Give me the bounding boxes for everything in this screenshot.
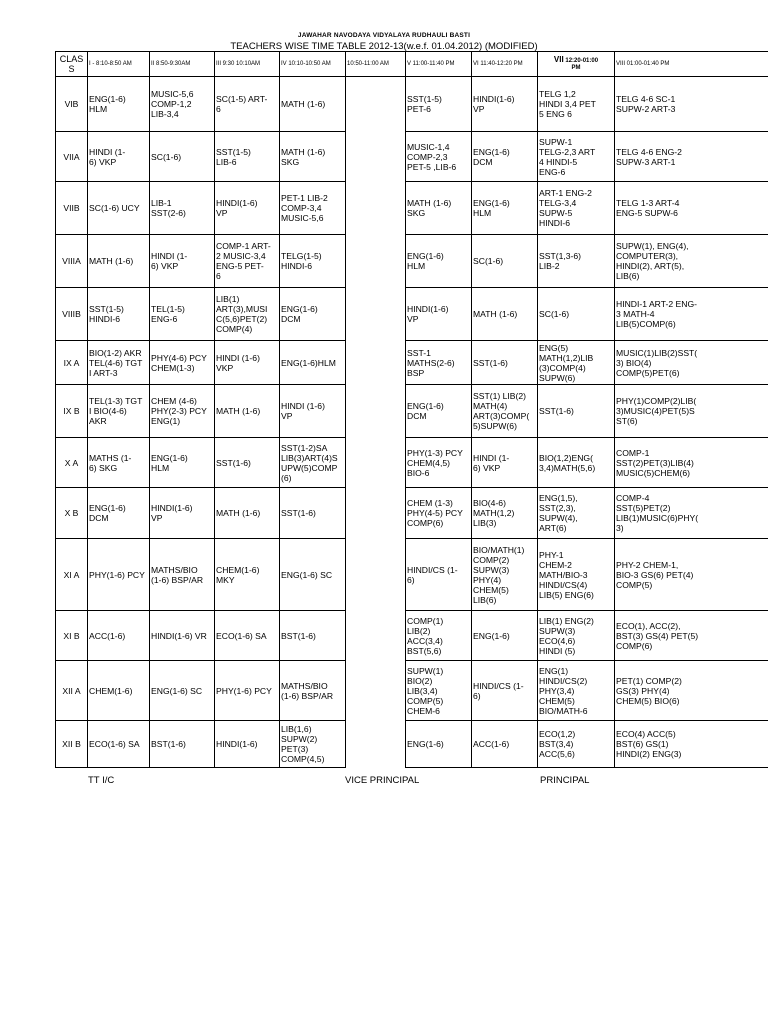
period-cell-p7: ENG(1,5), SST(2,3), SUPW(4), ART(6)	[538, 488, 615, 539]
period-cell-p4: SST(1-6)	[280, 488, 346, 539]
class-cell: XI A	[56, 539, 88, 611]
class-cell: VIB	[56, 77, 88, 132]
table-row	[56, 288, 768, 341]
table-row	[56, 182, 768, 235]
table-row	[56, 488, 768, 539]
period-cell-p3: ECO(1-6) SA	[215, 611, 280, 661]
principal-label: PRINCIPAL	[540, 775, 590, 786]
period-cell-p8: HINDI-1 ART-2 ENG- 3 MATH-4 LIB(5)COMP(6)	[615, 288, 768, 341]
period-cell-p3: PHY(1-6) PCY	[215, 661, 280, 721]
period-cell-p7: SC(1-6)	[538, 288, 615, 341]
period-cell-p2: HINDI (1- 6) VKP	[150, 235, 215, 288]
period-cell-p8: TELG 4-6 ENG-2 SUPW-3 ART-1	[615, 132, 768, 182]
period-cell-p8: ECO(1), ACC(2), BST(3) GS(4) PET(5) COMP(6)	[615, 611, 768, 661]
table-row	[56, 77, 768, 132]
break-cell	[346, 235, 406, 288]
break-cell	[346, 182, 406, 235]
period-cell-p2: ENG(1-6) SC	[150, 661, 215, 721]
period-cell-p7: PHY-1 CHEM-2 MATH/BIO-3 HINDI/CS(4) LIB(5) ENG(6)	[538, 539, 615, 611]
break-cell	[346, 288, 406, 341]
break-cell	[346, 438, 406, 488]
period-cell-p6: SST(1-6)	[472, 341, 538, 385]
header-period-7-num: VII	[553, 55, 564, 64]
tt-incharge-label: TT I/C	[88, 775, 115, 786]
break-cell	[346, 341, 406, 385]
period-cell-p1: ENG(1-6) DCM	[88, 488, 150, 539]
period-cell-p6: SST(1) LIB(2) MATH(4) ART(3)COMP( 5)SUPW(6)	[472, 385, 538, 438]
period-cell-p7: SUPW-1 TELG-2,3 ART 4 HINDI-5 ENG-6	[538, 132, 615, 182]
break-cell	[346, 132, 406, 182]
class-cell: XI B	[56, 611, 88, 661]
period-cell-p6: HINDI(1-6) VP	[472, 77, 538, 132]
period-cell-p6: SC(1-6)	[472, 235, 538, 288]
break-cell	[346, 488, 406, 539]
period-cell-p6: HINDI/CS (1- 6)	[472, 661, 538, 721]
period-cell-p4: TELG(1-5) HINDI-6	[280, 235, 346, 288]
period-cell-p6: ENG(1-6) DCM	[472, 132, 538, 182]
period-cell-p2: TEL(1-5) ENG-6	[150, 288, 215, 341]
break-cell	[346, 539, 406, 611]
break-cell	[346, 661, 406, 721]
period-cell-p8: TELG 4-6 SC-1 SUPW-2 ART-3	[615, 77, 768, 132]
header-period-8: VIII 01:00-01:40 PM	[615, 52, 768, 77]
period-cell-p3: SC(1-5) ART- 6	[215, 77, 280, 132]
header-period-6: VI 11:40-12:20 PM	[472, 52, 538, 77]
period-cell-p1: MATH (1-6)	[88, 235, 150, 288]
period-cell-p1: HINDI (1- 6) VKP	[88, 132, 150, 182]
period-cell-p1: TEL(1-3) TGT I BIO(4-6) AKR	[88, 385, 150, 438]
period-cell-p5: MATH (1-6) SKG	[406, 182, 472, 235]
period-cell-p7: SST(1-6)	[538, 385, 615, 438]
table-row	[56, 385, 768, 438]
break-cell	[346, 611, 406, 661]
period-cell-p4: ENG(1-6) DCM	[280, 288, 346, 341]
period-cell-p3: HINDI (1-6) VKP	[215, 341, 280, 385]
period-cell-p1: PHY(1-6) PCY	[88, 539, 150, 611]
period-cell-p2: CHEM (4-6) PHY(2-3) PCY ENG(1)	[150, 385, 215, 438]
table-row	[56, 539, 768, 611]
header-period-4: IV 10:10-10:50 AM	[280, 52, 346, 77]
period-cell-p5: COMP(1) LIB(2) ACC(3,4) BST(5,6)	[406, 611, 472, 661]
period-cell-p2: PHY(4-6) PCY CHEM(1-3)	[150, 341, 215, 385]
period-cell-p7: SST(1,3-6) LIB-2	[538, 235, 615, 288]
period-cell-p8: COMP-4 SST(5)PET(2) LIB(1)MUSIC(6)PHY( 3)	[615, 488, 768, 539]
break-cell	[346, 385, 406, 438]
period-cell-p8: MUSIC(1)LIB(2)SST( 3) BIO(4) COMP(5)PET(6)	[615, 341, 768, 385]
period-cell-p5: ENG(1-6) HLM	[406, 235, 472, 288]
period-cell-p2: SC(1-6)	[150, 132, 215, 182]
period-cell-p5: SUPW(1) BIO(2) LIB(3,4) COMP(5) CHEM-6	[406, 661, 472, 721]
vice-principal-label: VICE PRINCIPAL	[345, 775, 420, 786]
table-row	[56, 438, 768, 488]
period-cell-p6: MATH (1-6)	[472, 288, 538, 341]
class-cell: VIIA	[56, 132, 88, 182]
period-cell-p5: HINDI/CS (1- 6)	[406, 539, 472, 611]
period-cell-p3: HINDI(1-6) VP	[215, 182, 280, 235]
period-cell-p8: ECO(4) ACC(5) BST(6) GS(1) HINDI(2) ENG(3)	[615, 721, 768, 768]
period-cell-p3: MATH (1-6)	[215, 385, 280, 438]
class-cell: X B	[56, 488, 88, 539]
period-cell-p3: SST(1-6)	[215, 438, 280, 488]
period-cell-p5: SST-1 MATHS(2-6) BSP	[406, 341, 472, 385]
table-row	[56, 132, 768, 182]
period-cell-p4: MATHS/BIO (1-6) BSP/AR	[280, 661, 346, 721]
period-cell-p4: SST(1-2)SA LIB(3)ART(4)S UPW(5)COMP (6)	[280, 438, 346, 488]
period-cell-p6: BIO(4-6) MATH(1,2) LIB(3)	[472, 488, 538, 539]
period-cell-p3: HINDI(1-6)	[215, 721, 280, 768]
class-cell: VIIIB	[56, 288, 88, 341]
page-title: TEACHERS WISE TIME TABLE 2012-13(w.e.f. 01.04.2012) (MODIFIED)	[230, 41, 538, 52]
period-cell-p3: LIB(1) ART(3),MUSI C(5,6)PET(2) COMP(4)	[215, 288, 280, 341]
header-period-7	[538, 52, 615, 77]
header-break: 10:50-11:00 AM	[346, 52, 406, 77]
period-cell-p5: MUSIC-1,4 COMP-2,3 PET-5 ,LIB-6	[406, 132, 472, 182]
class-cell: X A	[56, 438, 88, 488]
period-cell-p2: BST(1-6)	[150, 721, 215, 768]
table-row	[56, 611, 768, 661]
period-cell-p6: BIO/MATH(1) COMP(2) SUPW(3) PHY(4) CHEM(5) LIB(6)	[472, 539, 538, 611]
class-cell: XII B	[56, 721, 88, 768]
period-cell-p1: ECO(1-6) SA	[88, 721, 150, 768]
period-cell-p8: PET(1) COMP(2) GS(3) PHY(4) CHEM(5) BIO(6)	[615, 661, 768, 721]
timetable-body	[56, 77, 768, 768]
period-cell-p8: COMP-1 SST(2)PET(3)LIB(4) MUSIC(5)CHEM(6)	[615, 438, 768, 488]
period-cell-p3: SST(1-5) LIB-6	[215, 132, 280, 182]
period-cell-p4: PET-1 LIB-2 COMP-3,4 MUSIC-5,6	[280, 182, 346, 235]
period-cell-p7: ENG(1) HINDI/CS(2) PHY(3,4) CHEM(5) BIO/MATH-6	[538, 661, 615, 721]
period-cell-p8: TELG 1-3 ART-4 ENG-5 SUPW-6	[615, 182, 768, 235]
period-cell-p4: ENG(1-6)HLM	[280, 341, 346, 385]
period-cell-p1: ACC(1-6)	[88, 611, 150, 661]
header-period-1: I - 8:10-8:50 AM	[88, 52, 150, 77]
period-cell-p1: SC(1-6) UCY	[88, 182, 150, 235]
break-cell	[346, 77, 406, 132]
period-cell-p6: ACC(1-6)	[472, 721, 538, 768]
school-name: JAWAHAR NAVODAYA VIDYALAYA RUDHAULI BASTI	[297, 32, 471, 39]
period-cell-p7: BIO(1,2)ENG( 3,4)MATH(5,6)	[538, 438, 615, 488]
period-cell-p5: HINDI(1-6) VP	[406, 288, 472, 341]
period-cell-p5: ENG(1-6)	[406, 721, 472, 768]
header-row	[56, 52, 768, 77]
period-cell-p7: TELG 1,2 HINDI 3,4 PET 5 ENG 6	[538, 77, 615, 132]
class-cell: IX A	[56, 341, 88, 385]
period-cell-p3: MATH (1-6)	[215, 488, 280, 539]
period-cell-p7: LIB(1) ENG(2) SUPW(3) ECO(4,6) HINDI (5)	[538, 611, 615, 661]
period-cell-p1: SST(1-5) HINDI-6	[88, 288, 150, 341]
table-row	[56, 661, 768, 721]
period-cell-p8: PHY-2 CHEM-1, BIO-3 GS(6) PET(4) COMP(5)	[615, 539, 768, 611]
period-cell-p1: MATHS (1- 6) SKG	[88, 438, 150, 488]
header-period-7-time: 12:20-01:00 PM	[565, 58, 599, 71]
header-period-5: V 11:00-11:40 PM	[406, 52, 472, 77]
period-cell-p4: MATH (1-6)	[280, 77, 346, 132]
period-cell-p3: COMP-1 ART- 2 MUSIC-3,4 ENG-5 PET- 6	[215, 235, 280, 288]
period-cell-p4: HINDI (1-6) VP	[280, 385, 346, 438]
class-cell: IX B	[56, 385, 88, 438]
period-cell-p6: ENG(1-6)	[472, 611, 538, 661]
period-cell-p2: MUSIC-5,6 COMP-1,2 LIB-3,4	[150, 77, 215, 132]
period-cell-p5: PHY(1-3) PCY CHEM(4,5) BIO-6	[406, 438, 472, 488]
period-cell-p4: LIB(1,6) SUPW(2) PET(3) COMP(4,5)	[280, 721, 346, 768]
period-cell-p2: LIB-1 SST(2-6)	[150, 182, 215, 235]
table-row	[56, 341, 768, 385]
class-cell: VIIB	[56, 182, 88, 235]
break-cell	[346, 721, 406, 768]
period-cell-p4: MATH (1-6) SKG	[280, 132, 346, 182]
period-cell-p8: PHY(1)COMP(2)LIB( 3)MUSIC(4)PET(5)S ST(6)	[615, 385, 768, 438]
table-row	[56, 721, 768, 768]
period-cell-p1: BIO(1-2) AKR TEL(4-6) TGT I ART-3	[88, 341, 150, 385]
period-cell-p4: BST(1-6)	[280, 611, 346, 661]
timetable	[55, 51, 768, 768]
period-cell-p2: ENG(1-6) HLM	[150, 438, 215, 488]
period-cell-p1: ENG(1-6) HLM	[88, 77, 150, 132]
period-cell-p7: ART-1 ENG-2 TELG-3,4 SUPW-5 HINDI-6	[538, 182, 615, 235]
period-cell-p7: ENG(5) MATH(1,2)LIB (3)COMP(4) SUPW(6)	[538, 341, 615, 385]
period-cell-p2: MATHS/BIO (1-6) BSP/AR	[150, 539, 215, 611]
period-cell-p1: CHEM(1-6)	[88, 661, 150, 721]
period-cell-p5: CHEM (1-3) PHY(4-5) PCY COMP(6)	[406, 488, 472, 539]
period-cell-p2: HINDI(1-6) VP	[150, 488, 215, 539]
table-row	[56, 235, 768, 288]
period-cell-p4: ENG(1-6) SC	[280, 539, 346, 611]
class-cell: XII A	[56, 661, 88, 721]
period-cell-p6: ENG(1-6) HLM	[472, 182, 538, 235]
period-cell-p6: HINDI (1- 6) VKP	[472, 438, 538, 488]
period-cell-p3: CHEM(1-6) MKY	[215, 539, 280, 611]
period-cell-p5: SST(1-5) PET-6	[406, 77, 472, 132]
period-cell-p7: ECO(1,2) BST(3,4) ACC(5,6)	[538, 721, 615, 768]
header-period-2: II 8:50-9:30AM	[150, 52, 215, 77]
class-cell: VIIIA	[56, 235, 88, 288]
period-cell-p5: ENG(1-6) DCM	[406, 385, 472, 438]
period-cell-p8: SUPW(1), ENG(4), COMPUTER(3), HINDI(2), ART(5), LIB(6)	[615, 235, 768, 288]
period-cell-p2: HINDI(1-6) VR	[150, 611, 215, 661]
header-period-3: III 9:30 10:10AM	[215, 52, 280, 77]
header-class: CLAS S	[56, 52, 88, 77]
